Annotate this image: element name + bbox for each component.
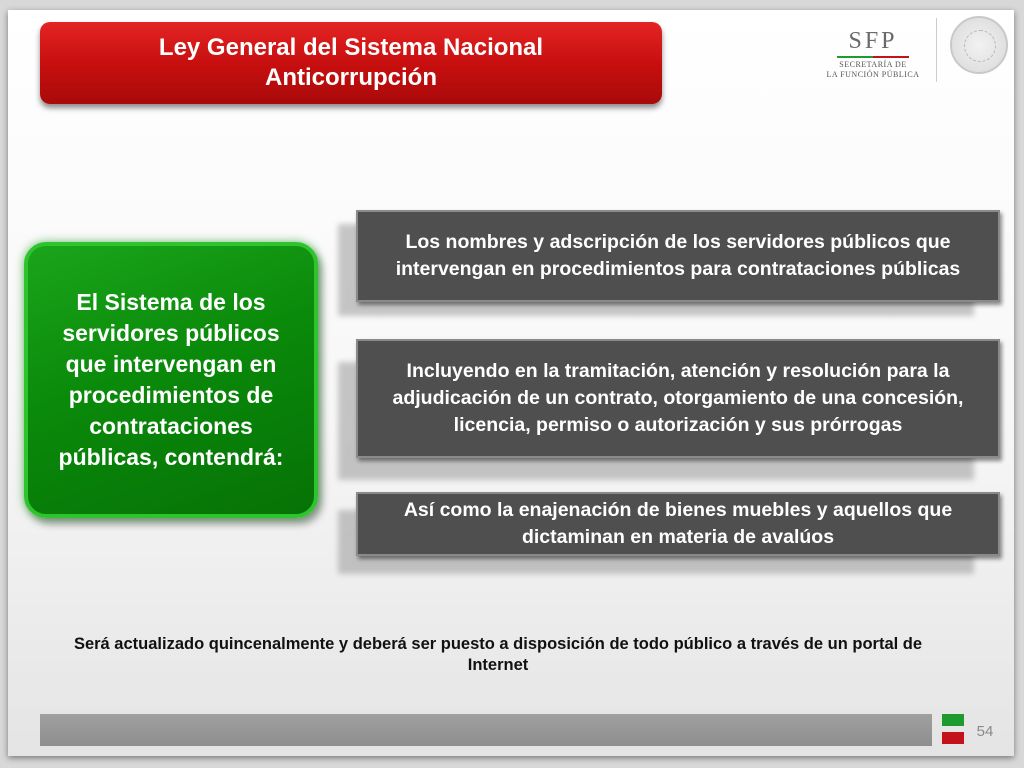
slide: [8, 10, 1014, 756]
list-item: [356, 339, 1000, 458]
bottom-bar: [40, 714, 932, 746]
sfp-logo-line-1: SECRETARÍA DE: [839, 60, 907, 69]
page-number: 54: [976, 723, 994, 740]
slide-title: [40, 22, 662, 104]
item-1-text: Los nombres y adscripción de los servidores públicos que intervengan en procedimientos para contrataciones públicas: [395, 231, 961, 280]
item-2-text: Incluyendo en la tramitación, atención y resolución para la adjudicación de un contrato, otorgamiento de una concesión, licencia, permiso o autorización y sus prórrogas: [392, 360, 964, 436]
logo-divider: [936, 18, 937, 82]
list-item: [356, 210, 1000, 302]
main-statement-box: [24, 242, 318, 518]
sfp-logo-bars: [814, 56, 932, 58]
flag-red-block: [942, 732, 964, 744]
logo-red-bar: [873, 56, 909, 58]
main-statement-text: El Sistema de los servidores públicos que intervengan en procedimientos de contrataciones públicas, contendrá:: [58, 289, 284, 470]
seal-emblem: [964, 30, 996, 62]
sfp-logo: [814, 28, 932, 84]
national-seal-icon: [950, 16, 1008, 74]
footer-note: Será actualizado quincenalmente y deberá ser puesto a disposición de todo público a través de un portal de Internet: [73, 635, 923, 674]
logo-green-bar: [837, 56, 873, 58]
title-line-2: Anticorrupción: [264, 64, 437, 91]
sfp-logo-line-2: LA FUNCIÓN PÚBLICA: [826, 70, 920, 79]
item-3-text: Así como la enajenación de bienes muebles y aquellos que dictaminan en materia de avalúos: [403, 499, 953, 548]
list-item: [356, 492, 1000, 556]
flag-green-block: [942, 714, 964, 726]
title-line-1: Ley General del Sistema Nacional: [158, 34, 544, 61]
sfp-logo-mark: SFP: [848, 28, 898, 54]
